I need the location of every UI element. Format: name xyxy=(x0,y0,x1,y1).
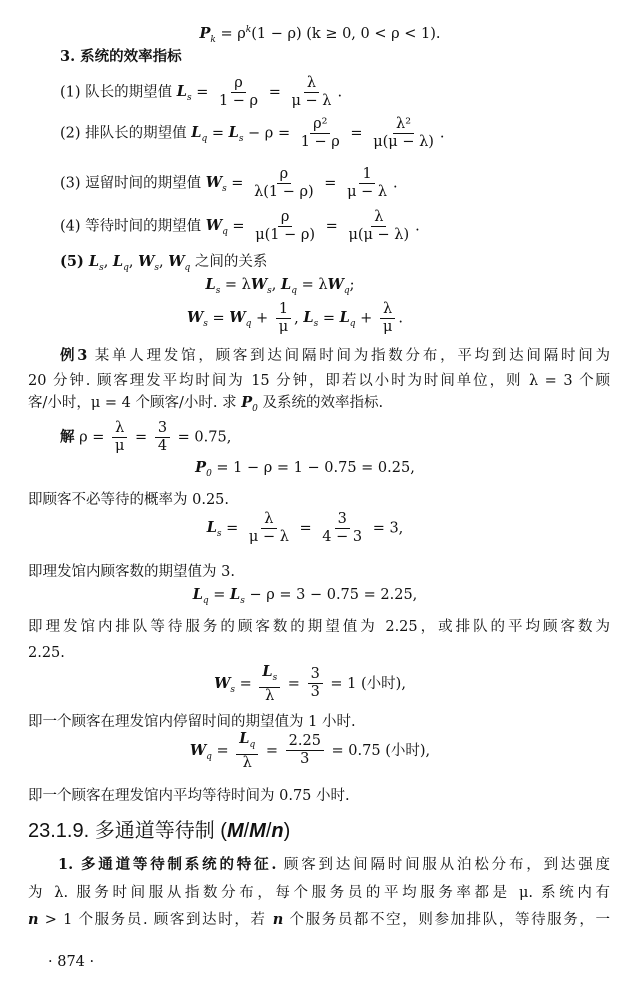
subscript: q xyxy=(291,285,297,296)
text-run: · 874 · xyxy=(48,954,95,970)
display-formula xyxy=(0,663,630,705)
subscript: 0 xyxy=(252,403,258,414)
math-variable: W xyxy=(205,217,223,234)
denominator xyxy=(240,755,255,772)
subscript: q xyxy=(222,226,228,237)
subscript: q xyxy=(343,285,350,296)
text-run: = xyxy=(208,587,231,603)
section-heading xyxy=(28,821,290,841)
fraction xyxy=(155,420,170,455)
text-run: 顾客到达间隔时间服从泊松分布，到达强度 xyxy=(276,857,611,873)
text-line xyxy=(28,910,610,930)
text-run: λ xyxy=(242,754,252,771)
text-run: 即一个顾客在理发馆内平均等待时间为 0.75 小时. xyxy=(28,788,350,804)
numerator xyxy=(259,663,280,688)
subscript: q xyxy=(123,262,129,273)
math-variable: L xyxy=(339,309,350,326)
fraction xyxy=(286,733,324,768)
numerator xyxy=(112,420,127,438)
text-run: λ xyxy=(115,419,125,436)
math-variable: W xyxy=(168,253,185,270)
denominator xyxy=(370,134,437,151)
display-formula xyxy=(0,730,630,772)
fraction xyxy=(319,511,365,546)
math-variable: n xyxy=(271,820,284,842)
numerator xyxy=(371,209,386,227)
text-run: = xyxy=(234,675,257,692)
text-run: . xyxy=(415,218,420,234)
text-run: = 0.75 (小时), xyxy=(326,742,431,759)
text-run: μ xyxy=(115,437,125,454)
fraction xyxy=(344,166,390,201)
text-run: (1) 队长的期望值 xyxy=(60,84,177,100)
text-line xyxy=(28,883,610,903)
denominator xyxy=(345,227,412,244)
fraction xyxy=(246,511,292,546)
subscripted-symbol xyxy=(168,253,191,273)
text-line xyxy=(28,490,229,510)
math-variable: W xyxy=(189,741,207,759)
math-variable: n xyxy=(272,911,284,928)
text-run: = xyxy=(294,520,317,536)
text-run: = xyxy=(211,742,234,759)
page-number xyxy=(48,952,94,972)
math-base: ρ xyxy=(237,25,246,42)
fraction xyxy=(276,301,291,336)
text-line xyxy=(60,420,231,455)
text-line xyxy=(58,855,610,875)
math-variable: L xyxy=(281,276,292,293)
subscripted-symbol xyxy=(191,124,208,144)
text-run: − ρ = xyxy=(243,125,295,141)
superscripted-symbol xyxy=(237,26,251,42)
fraction xyxy=(380,301,395,336)
subscripted-symbol xyxy=(205,174,227,194)
math-variable: L xyxy=(191,124,202,141)
subscript: s xyxy=(186,92,192,103)
text-run: > 1 个服务员. 顾客到达时，若 xyxy=(38,912,273,928)
numerator xyxy=(335,511,350,529)
text-run: (3) 逗留时间的期望值 xyxy=(60,175,206,191)
text-run: , xyxy=(271,277,282,293)
text-run: = xyxy=(191,84,213,100)
text-run: / xyxy=(243,820,250,842)
denominator xyxy=(246,529,292,546)
subscript: s xyxy=(222,183,227,194)
subscripted-symbol xyxy=(187,309,208,329)
math-variable: W xyxy=(187,309,204,326)
text-run: = xyxy=(130,429,152,445)
subscript: s xyxy=(272,672,278,683)
subscript: q xyxy=(202,595,209,606)
math-variable: W xyxy=(138,253,155,270)
math-variable: L xyxy=(192,586,203,603)
numerator xyxy=(359,166,374,184)
math-variable: n xyxy=(28,911,39,928)
text-run: = xyxy=(319,175,342,191)
bold-text: (5) xyxy=(60,253,89,270)
math-variable: L xyxy=(88,253,100,270)
text-line xyxy=(28,393,383,419)
display-formula xyxy=(0,20,640,50)
text-run: = 0.75, xyxy=(173,429,232,445)
text-run: . xyxy=(439,125,445,141)
text-run: 3 xyxy=(337,510,347,527)
numerator xyxy=(277,166,292,184)
text-line xyxy=(28,786,350,806)
text-run: λ xyxy=(306,74,317,91)
fraction xyxy=(236,730,258,772)
subscripted-symbol xyxy=(250,276,272,296)
subscript: k xyxy=(210,34,216,45)
text-run: = 3, xyxy=(368,520,404,536)
text-run: 3 xyxy=(300,751,310,768)
text-run: ρ xyxy=(280,208,290,225)
numerator xyxy=(231,75,246,93)
text-line xyxy=(60,75,342,110)
display-formula xyxy=(0,585,625,611)
text-run: / xyxy=(265,820,272,842)
subscript: q xyxy=(245,318,252,329)
text-run: = xyxy=(318,310,340,326)
fraction xyxy=(251,166,317,201)
bold-text: 3. 系统的效率指标 xyxy=(60,48,182,65)
text-run: = xyxy=(345,125,368,141)
subscript: q xyxy=(201,133,208,144)
text-run: ) xyxy=(283,820,291,842)
text-run: (2) 排队长的期望值 xyxy=(60,125,192,141)
subscripted-symbol xyxy=(262,663,278,683)
text-run: 4 − 3 xyxy=(322,528,363,545)
text-run: ρ² xyxy=(313,115,328,132)
subscripted-symbol xyxy=(228,124,244,144)
text-run: . xyxy=(398,310,403,326)
text-line xyxy=(28,617,610,637)
text-run: μ xyxy=(382,318,393,335)
fraction xyxy=(298,116,343,151)
fraction xyxy=(252,209,318,244)
text-run: 23.1.9. 多通道等待制 ( xyxy=(28,820,227,842)
subscript: s xyxy=(216,528,222,539)
text-run: = λ xyxy=(296,277,328,293)
text-run: 1 xyxy=(278,300,289,317)
bold-text: 1. 多通道等待制系统的特征. xyxy=(58,856,277,873)
math-variable: L xyxy=(262,663,273,680)
text-line xyxy=(28,562,235,582)
fraction xyxy=(288,75,334,110)
text-run: = xyxy=(215,25,238,42)
subscripted-symbol xyxy=(189,741,212,762)
math-variable: L xyxy=(176,83,187,100)
text-line xyxy=(28,643,65,663)
text-run: = 1 (小时), xyxy=(325,675,406,692)
subscript: s xyxy=(203,318,208,329)
text-run: (4) 等待时间的期望值 xyxy=(60,218,206,234)
text-run: 为 λ. 服务时间服从指数分布，每个服务员的平均服务率都是 μ. 系统内有 xyxy=(28,885,610,901)
fraction xyxy=(112,420,127,455)
text-run: 1 − ρ xyxy=(300,133,340,150)
math-variable: P xyxy=(195,459,207,476)
numerator xyxy=(393,116,414,134)
subscript: q xyxy=(184,262,191,273)
denominator xyxy=(308,684,323,701)
subscripted-symbol xyxy=(339,309,356,329)
math-variable: L xyxy=(228,124,239,141)
fraction xyxy=(345,209,412,244)
subscripted-symbol xyxy=(205,217,228,237)
text-run: 1 xyxy=(362,165,372,182)
subscript: 0 xyxy=(206,468,212,479)
denominator xyxy=(288,93,334,110)
display-formula xyxy=(0,511,625,546)
text-run: = xyxy=(207,125,229,141)
text-run: . xyxy=(393,175,398,191)
denominator xyxy=(112,438,127,455)
subscripted-symbol xyxy=(229,309,252,329)
text-run: λ xyxy=(383,300,393,317)
fraction xyxy=(259,663,280,705)
text-run: = xyxy=(221,520,243,536)
text-run: μ xyxy=(278,318,289,335)
subscripted-symbol xyxy=(303,309,319,329)
denominator xyxy=(251,184,317,201)
text-run: 之间的关系 xyxy=(190,254,268,270)
math-variable: M xyxy=(249,820,266,842)
text-run: = 1 − ρ = 1 − 0.75 = 0.25, xyxy=(211,460,415,476)
subscript: s xyxy=(99,262,104,273)
text-run: ρ xyxy=(279,165,289,182)
text-run: + xyxy=(355,310,377,326)
text-run: = xyxy=(207,310,230,326)
numerator xyxy=(278,209,293,227)
text-line xyxy=(60,116,445,151)
text-run: μ − λ xyxy=(347,183,388,200)
fraction xyxy=(216,75,261,110)
math-variable: L xyxy=(112,253,124,270)
subscript: s xyxy=(267,285,272,296)
denominator xyxy=(276,319,291,336)
subscript: s xyxy=(215,285,221,296)
text-run: + xyxy=(251,310,273,326)
text-run: , xyxy=(103,254,113,270)
math-variable: W xyxy=(214,674,231,692)
text-run: = xyxy=(283,675,305,692)
denominator xyxy=(252,227,318,244)
text-run: = xyxy=(321,218,343,234)
text-run: , xyxy=(294,310,304,326)
text-run: − ρ = 3 − 0.75 = 2.25, xyxy=(244,587,418,603)
text-run: 某单人理发馆，顾客到达间隔时间为指数分布，平均到达间隔时间为 xyxy=(87,348,610,364)
text-line xyxy=(60,209,420,244)
subscript: s xyxy=(230,684,235,695)
fraction xyxy=(308,666,323,701)
numerator xyxy=(286,733,324,751)
text-run: ρ = xyxy=(74,429,110,445)
text-run: (1 − ρ) (k ≥ 0, 0 < ρ < 1). xyxy=(251,25,441,42)
subscripted-symbol xyxy=(192,586,209,606)
text-run: 3 xyxy=(310,684,320,701)
text-run: 3 xyxy=(310,666,320,683)
text-line xyxy=(60,252,267,278)
denominator xyxy=(344,184,390,201)
numerator xyxy=(276,301,291,319)
numerator xyxy=(310,116,330,134)
subscript: q xyxy=(249,739,256,750)
subscripted-symbol xyxy=(138,253,160,273)
subscript: q xyxy=(349,318,356,329)
text-line xyxy=(60,47,182,67)
numerator xyxy=(261,511,276,529)
text-run: μ(μ − λ) xyxy=(348,226,410,243)
text-run: 4 xyxy=(157,437,168,454)
subscript: s xyxy=(240,595,245,606)
subscripted-symbol xyxy=(88,253,104,273)
text-run: 即一个顾客在理发馆内停留时间的期望值为 1 小时. xyxy=(28,714,356,730)
math-variable: L xyxy=(230,586,241,603)
math-variable: L xyxy=(303,309,314,326)
text-run: 客/小时，μ = 4 个顾客/小时. 求 xyxy=(28,395,242,411)
text-run: = xyxy=(264,84,286,100)
subscripted-symbol xyxy=(281,276,297,296)
text-run: ρ xyxy=(234,74,243,91)
bold-text: 例3 xyxy=(60,347,88,364)
denominator xyxy=(216,93,261,110)
text-run: 3 xyxy=(157,419,168,436)
text-run: λ² xyxy=(396,115,412,132)
text-run: λ(1 − ρ) xyxy=(254,183,314,200)
denominator xyxy=(380,319,395,336)
text-run: 及系统的效率指标. xyxy=(257,395,384,411)
text-line xyxy=(28,712,356,732)
denominator xyxy=(298,134,343,151)
subscripted-symbol xyxy=(205,276,221,296)
text-line xyxy=(60,166,398,201)
subscripted-symbol xyxy=(214,674,235,695)
text-run: 2.25 xyxy=(288,733,321,750)
math-variable: P xyxy=(199,24,211,42)
text-run: 2.25. xyxy=(28,645,65,661)
text-run: 即理发馆内排队等待服务的顾客数的期望值为 2.25，或排队的平均顾客数为 xyxy=(28,619,610,635)
numerator xyxy=(304,75,319,93)
text-run: , xyxy=(159,254,169,270)
text-run: μ(1 − ρ) xyxy=(255,226,316,243)
text-line xyxy=(28,371,610,391)
display-formula xyxy=(0,301,615,336)
denominator xyxy=(155,438,170,455)
denominator xyxy=(297,751,312,768)
math-variable: W xyxy=(229,309,246,326)
text-run: λ xyxy=(374,208,384,225)
numerator xyxy=(236,730,258,755)
math-variable: W xyxy=(205,174,223,191)
math-variable: L xyxy=(205,276,216,293)
display-formula xyxy=(0,458,625,484)
text-run: 个服务员都不空，则参加排队，等待服务，一 xyxy=(283,912,610,928)
text-run: λ xyxy=(264,510,274,527)
numerator xyxy=(308,666,323,684)
text-run: 即顾客不必等待的概率为 0.25. xyxy=(28,492,230,508)
subscripted-symbol xyxy=(176,83,192,103)
text-run: μ − λ xyxy=(291,92,332,109)
math-variable: W xyxy=(250,276,268,293)
text-run: 20 分钟. 顾客理发平均时间为 15 分钟，即若以小时为时间单位，则 λ = 3 个顾 xyxy=(28,373,610,389)
text-run: , xyxy=(128,254,139,270)
text-run: = λ xyxy=(220,277,251,293)
subscripted-symbol xyxy=(241,394,258,414)
denominator xyxy=(319,529,365,546)
text-run: . xyxy=(337,84,343,100)
numerator xyxy=(380,301,395,319)
subscript: s xyxy=(238,133,244,144)
text-run: μ − λ xyxy=(248,528,289,545)
subscript: q xyxy=(206,751,212,762)
subscripted-symbol xyxy=(327,276,350,296)
text-run: = xyxy=(261,742,283,759)
subscripted-symbol xyxy=(239,730,256,750)
subscript: s xyxy=(154,262,160,273)
math-variable: M xyxy=(226,820,244,842)
text-run: = xyxy=(226,175,249,191)
subscripted-symbol xyxy=(112,253,129,273)
denominator xyxy=(262,688,277,705)
numerator xyxy=(155,420,170,438)
text-run: μ(μ − λ) xyxy=(373,133,434,150)
text-run: 即理发馆内顾客数的期望值为 3. xyxy=(28,564,235,580)
display-formula xyxy=(0,275,600,301)
superscript: k xyxy=(245,25,252,35)
fraction xyxy=(370,116,437,151)
text-run: 1 − ρ xyxy=(218,92,259,109)
math-variable: L xyxy=(206,519,217,536)
math-variable: L xyxy=(239,730,250,747)
text-line xyxy=(60,346,610,366)
text-run: ; xyxy=(349,277,355,293)
subscripted-symbol xyxy=(206,519,222,539)
text-run: = xyxy=(227,218,250,234)
text-run: λ xyxy=(265,687,275,704)
subscript: s xyxy=(313,318,319,329)
subscripted-symbol xyxy=(199,24,216,45)
subscripted-symbol xyxy=(230,586,245,606)
math-variable: W xyxy=(327,276,344,293)
math-variable: P xyxy=(241,394,253,411)
bold-text: 解 xyxy=(60,428,75,445)
subscripted-symbol xyxy=(195,459,212,479)
